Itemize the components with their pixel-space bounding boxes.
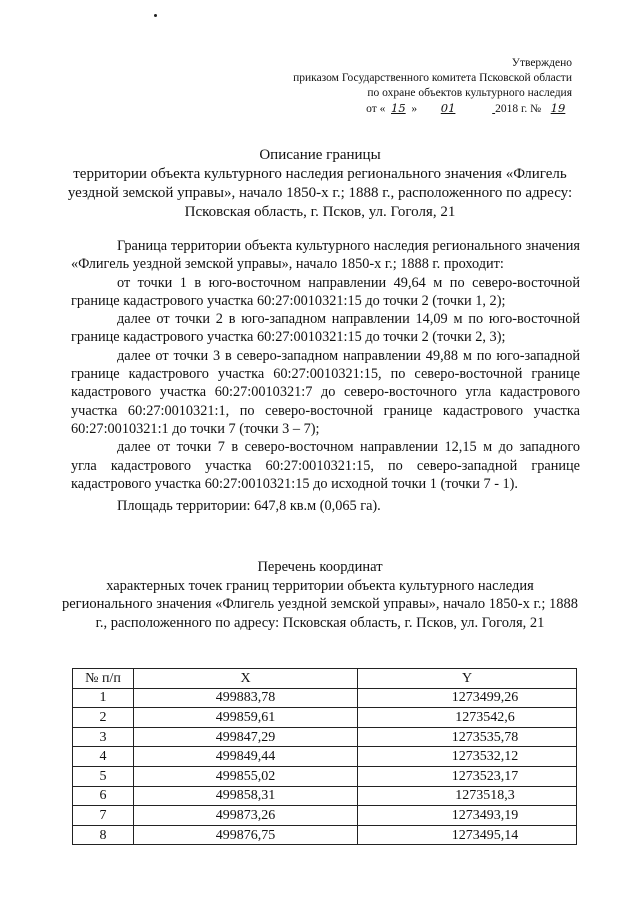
coordinates-subtitle: характерных точек границ территории объекта культурного наследия регионального значения «Флигель уездной земской управы», начало 1850-х г.; 1888 г., расположенного по адресу: Псковская область, г. Псков, ул. Гоголя, 21 (61, 577, 579, 631)
cell-y: 1273532,12 (358, 747, 577, 767)
approval-date-line (293, 101, 572, 117)
cell-x: 499847,29 (134, 727, 358, 747)
table-row (73, 766, 577, 786)
cell-y: 1273518,3 (358, 786, 577, 806)
table-row (73, 688, 577, 708)
cell-y: 1273495,14 (358, 825, 577, 845)
date-number: 19 (550, 101, 566, 115)
description-paragraph-3: далее от точки 3 в северо-западном направлении 49,88 м по юго-западной границе кадастрового участка 60:27:0010321:15, по северо-восточной границе кадастрового участка 60:27:0010321:7 до северо-восточного угла кадастрового участка 60:27:0010321:1, по северо-восточной границе кадастрового участка 60:27:0010321:1 до точки 7 (точки 3 – 7); (71, 347, 580, 437)
approval-stamp (293, 56, 572, 117)
cell-number: 2 (73, 708, 134, 728)
title-heading: Описание границы (259, 147, 381, 163)
coordinates-table (72, 668, 577, 845)
date-year: 2018 г. № (495, 103, 542, 115)
header-x: X (134, 669, 358, 689)
approval-line-2: приказом Государственного комитета Псковской области (293, 72, 572, 84)
boundary-description (71, 237, 580, 515)
table-row (73, 806, 577, 826)
title-subtitle: территории объекта культурного наследия регионального значения «Флигель уездной земской управы», начало 1850-х г.; 1888 г., расположенного по адресу: Псковская область, г. Псков, ул. Гоголя, 21 (67, 166, 573, 220)
cell-number: 6 (73, 786, 134, 806)
cell-x: 499849,44 (134, 747, 358, 767)
scan-dot (154, 14, 157, 17)
document-title (60, 146, 580, 222)
cell-x: 499873,26 (134, 806, 358, 826)
table-row (73, 708, 577, 728)
cell-x: 499855,02 (134, 766, 358, 786)
cell-number: 4 (73, 747, 134, 767)
description-area: Площадь территории: 647,8 кв.м (0,065 га). (117, 498, 381, 515)
cell-x: 499883,78 (134, 688, 358, 708)
header-y: Y (358, 669, 577, 689)
date-day: 15 (391, 101, 406, 115)
description-intro: Граница территории объекта культурного наследия регионального значения «Флигель уездной земской управы», начало 1850-х г.; 1888 г. проходит: (71, 238, 580, 273)
cell-x: 499858,31 (134, 786, 358, 806)
coordinates-title (60, 558, 580, 632)
cell-x: 499859,61 (134, 708, 358, 728)
date-month: 01 (440, 101, 456, 115)
description-paragraph-4: далее от точки 7 в северо-восточном направлении 12,15 м до западного угла кадастрового участка 60:27:0010321:15, по северо-западной границе кадастрового участка 60:27:0010321:15 до исходной точки 1 (точки 7 - 1). (71, 439, 580, 492)
cell-number: 5 (73, 766, 134, 786)
coordinates-heading: Перечень координат (257, 559, 383, 575)
cell-number: 7 (73, 806, 134, 826)
approval-line-1: Утверждено (511, 57, 572, 69)
cell-y: 1273523,17 (358, 766, 577, 786)
table-row (73, 727, 577, 747)
approval-line-3: по охране объектов культурного наследия (367, 87, 572, 99)
cell-y: 1273542,6 (358, 708, 577, 728)
cell-y: 1273535,78 (358, 727, 577, 747)
date-mid: » (411, 103, 418, 115)
table-row (73, 747, 577, 767)
cell-number: 8 (73, 825, 134, 845)
date-prefix: от « (366, 103, 386, 115)
cell-x: 499876,75 (134, 825, 358, 845)
table-row (73, 825, 577, 845)
description-paragraph-1: от точки 1 в юго-восточном направлении 49,64 м по северо-восточной границе кадастрового участка 60:27:0010321:15 до точки 2 (точки 1, 2); (71, 274, 580, 309)
table-row (73, 786, 577, 806)
table-header-row (73, 669, 577, 689)
cell-y: 1273499,26 (358, 688, 577, 708)
description-paragraph-2: далее от точки 2 в юго-западном направлении 14,09 м по юго-восточной границе кадастрового участка 60:27:0010321:15 до точки 2 (точки 2, 3); (71, 311, 580, 346)
header-number: № п/п (73, 669, 134, 689)
cell-y: 1273493,19 (358, 806, 577, 826)
cell-number: 1 (73, 688, 134, 708)
cell-number: 3 (73, 727, 134, 747)
